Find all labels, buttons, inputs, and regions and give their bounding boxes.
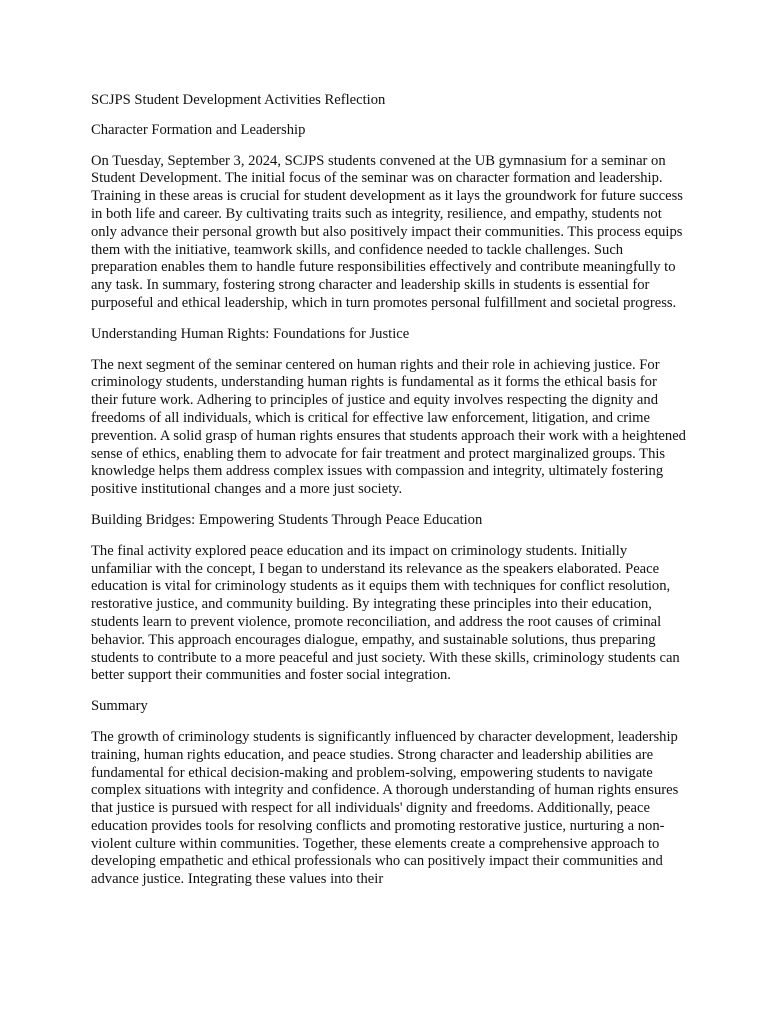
section-heading-character-formation: Character Formation and Leadership: [91, 121, 306, 138]
section-heading-peace-education: Building Bridges: Empowering Students Through Peace Education: [91, 511, 483, 528]
section-body-character-formation: On Tuesday, September 3, 2024, SCJPS students convened at the UB gymnasium for a seminar on Student Development. The initial focus of the seminar was on character formation and leadership. Training in these areas is crucial for student development as it lays the groundwork for future success in both life and career. By cultivating traits such as integrity, resilience, and empathy, students not only advance their personal growth but also positively impact their communities. This process equips them with the initiative, teamwork skills, and confidence needed to tackle challenges. Such preparation enables them to handle future responsibilities effectively and contribute meaningfully to any task. In summary, fostering strong character and leadership skills in students is essential for purposeful and ethical leadership, which in turn promotes personal fulfillment and societal progress.: [91, 152, 683, 311]
section-heading-summary: Summary: [91, 698, 148, 715]
document-title: SCJPS Student Development Activities Reflection: [91, 92, 386, 108]
document-page: [91, 92, 687, 889]
section-body-summary: The growth of criminology students is significantly influenced by character development, leadership training, human rights education, and peace studies. Strong character and leadership abilities are fundamental for ethical decision-making and problem-solving, empowering students to navigate complex situations with integrity and confidence. A thorough understanding of human rights ensures that justice is pursued with respect for all individuals' dignity and freedoms. Additionally, peace education provides tools for resolving conflicts and promoting restorative justice, nurturing a non-violent culture within communities. Together, these elements create a comprehensive approach to developing empathetic and ethical professionals who can positively impact their communities and advance justice. Integrating these values into their: [91, 728, 679, 888]
section-heading-human-rights: Understanding Human Rights: Foundations for Justice: [91, 325, 410, 342]
section-body-human-rights: The next segment of the seminar centered on human rights and their role in achieving justice. For criminology students, understanding human rights is fundamental as it forms the ethical basis for their future work. Adhering to principles of justice and equity involves respecting the dignity and freedoms of all individuals, which is critical for effective law enforcement, litigation, and crime prevention. A solid grasp of human rights ensures that students approach their work with a heightened sense of ethics, enabling them to advocate for fair treatment and protect marginalized groups. This knowledge helps them address complex issues with compassion and integrity, ultimately fostering positive institutional changes and a more just society.: [91, 356, 686, 498]
section-body-peace-education: The final activity explored peace education and its impact on criminology students. Initially unfamiliar with the concept, I began to understand its relevance as the speakers elaborated. Peace education is vital for criminology students as it equips them with techniques for conflict resolution, restorative justice, and community building. By integrating these principles into their education, students learn to prevent violence, promote reconciliation, and address the root causes of criminal behavior. This approach encourages dialogue, empathy, and sustainable solutions, thus preparing students to contribute to a more peaceful and just society. With these skills, criminology students can better support their communities and foster social integration.: [91, 542, 680, 684]
